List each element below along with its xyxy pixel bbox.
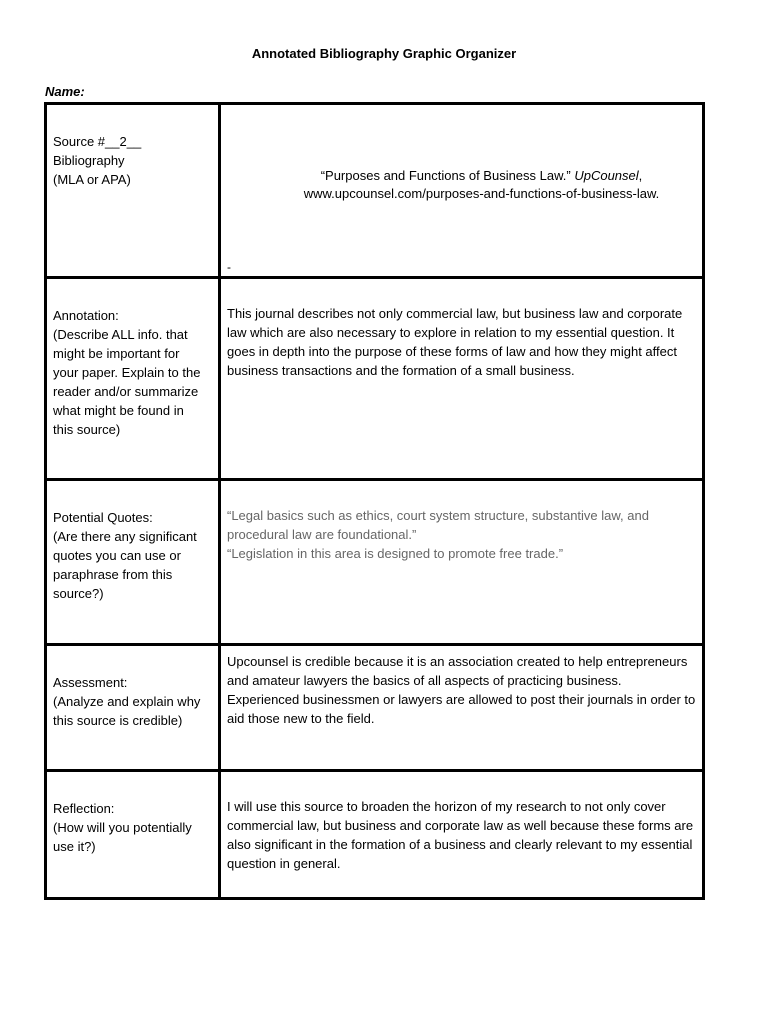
citation-title: “Purposes and Functions of Business Law.” [320, 168, 575, 183]
assessment-label-line: this source is credible) [53, 713, 183, 728]
annotation-label-cell [46, 278, 220, 480]
source-label-line: Source #__2__ [53, 134, 142, 149]
quotes-label-line: Potential Quotes: [53, 510, 153, 525]
quotes-label-line: quotes you can use or [53, 548, 181, 563]
quote-text: “Legislation in this area is designed to promote free trade.” [227, 546, 564, 561]
citation-cell [220, 104, 704, 278]
reflection-label-line: (How will you potentially [53, 820, 192, 835]
source-label-line: Bibliography [53, 153, 125, 168]
quotes-row [46, 480, 704, 645]
source-label-cell [46, 104, 220, 278]
quotes-content-cell [220, 480, 704, 645]
reflection-label-line: Reflection: [53, 801, 115, 816]
stray-mark: - [227, 260, 231, 274]
annotation-label-line: your paper. Explain to the [53, 365, 201, 380]
citation-url: www.upcounsel.com/purposes-and-functions-of-business-law. [303, 186, 660, 201]
assessment-label-cell [46, 645, 220, 771]
quotes-label-line: paraphrase from this [53, 567, 173, 582]
annotation-label-line: might be important for [53, 346, 180, 361]
quotes-label-line: source?) [53, 586, 104, 601]
reflection-text: I will use this source to broaden the horizon of my research to not only cover commercial law, but business and corporate law as well because these forms are also significant in the formation of a business and clearly relevant to my essential question in general. [227, 799, 694, 871]
assessment-text: Upcounsel is credible because it is an association created to help entrepreneurs and amateur lawyers the basics of all aspects of practicing business. Experienced businessmen or lawyers are allowed to post their journals in order to aid those new to the field. [227, 654, 696, 726]
source-label-line: (MLA or APA) [53, 172, 131, 187]
bibliography-organizer-table [44, 102, 705, 900]
citation-comma: , [638, 168, 643, 183]
name-label: Name: [45, 84, 85, 99]
assessment-content-cell [220, 645, 704, 771]
reflection-label-line: use it?) [53, 839, 96, 854]
assessment-row [46, 645, 704, 771]
document-title: Annotated Bibliography Graphic Organizer [251, 46, 517, 61]
annotation-label-line: (Describe ALL info. that [53, 327, 188, 342]
annotation-label-line: reader and/or summarize [53, 384, 199, 399]
annotation-label-line: Annotation: [53, 308, 119, 323]
quote-text: “Legal basics such as ethics, court system structure, substantive law, and procedural law are foundational.” [227, 508, 649, 542]
annotation-row [46, 278, 704, 480]
reflection-row [46, 771, 704, 899]
annotation-label-line: what might be found in [53, 403, 184, 418]
citation-publisher: UpCounsel [574, 168, 639, 183]
assessment-label-line: (Analyze and explain why [53, 694, 201, 709]
source-row [46, 104, 704, 278]
quotes-label-line: (Are there any significant [53, 529, 197, 544]
annotation-label-line: this source) [53, 422, 121, 437]
annotation-text: This journal describes not only commercial law, but business law and corporate law which are also necessary to explore in relation to my essential question. It goes in depth into the purpose of these forms of law and how they might affect business transactions and the formation of a small business. [227, 306, 683, 378]
reflection-label-cell [46, 771, 220, 899]
assessment-label-line: Assessment: [53, 675, 128, 690]
annotation-content-cell [220, 278, 704, 480]
citation [227, 167, 696, 203]
quotes-label-cell [46, 480, 220, 645]
reflection-content-cell [220, 771, 704, 899]
